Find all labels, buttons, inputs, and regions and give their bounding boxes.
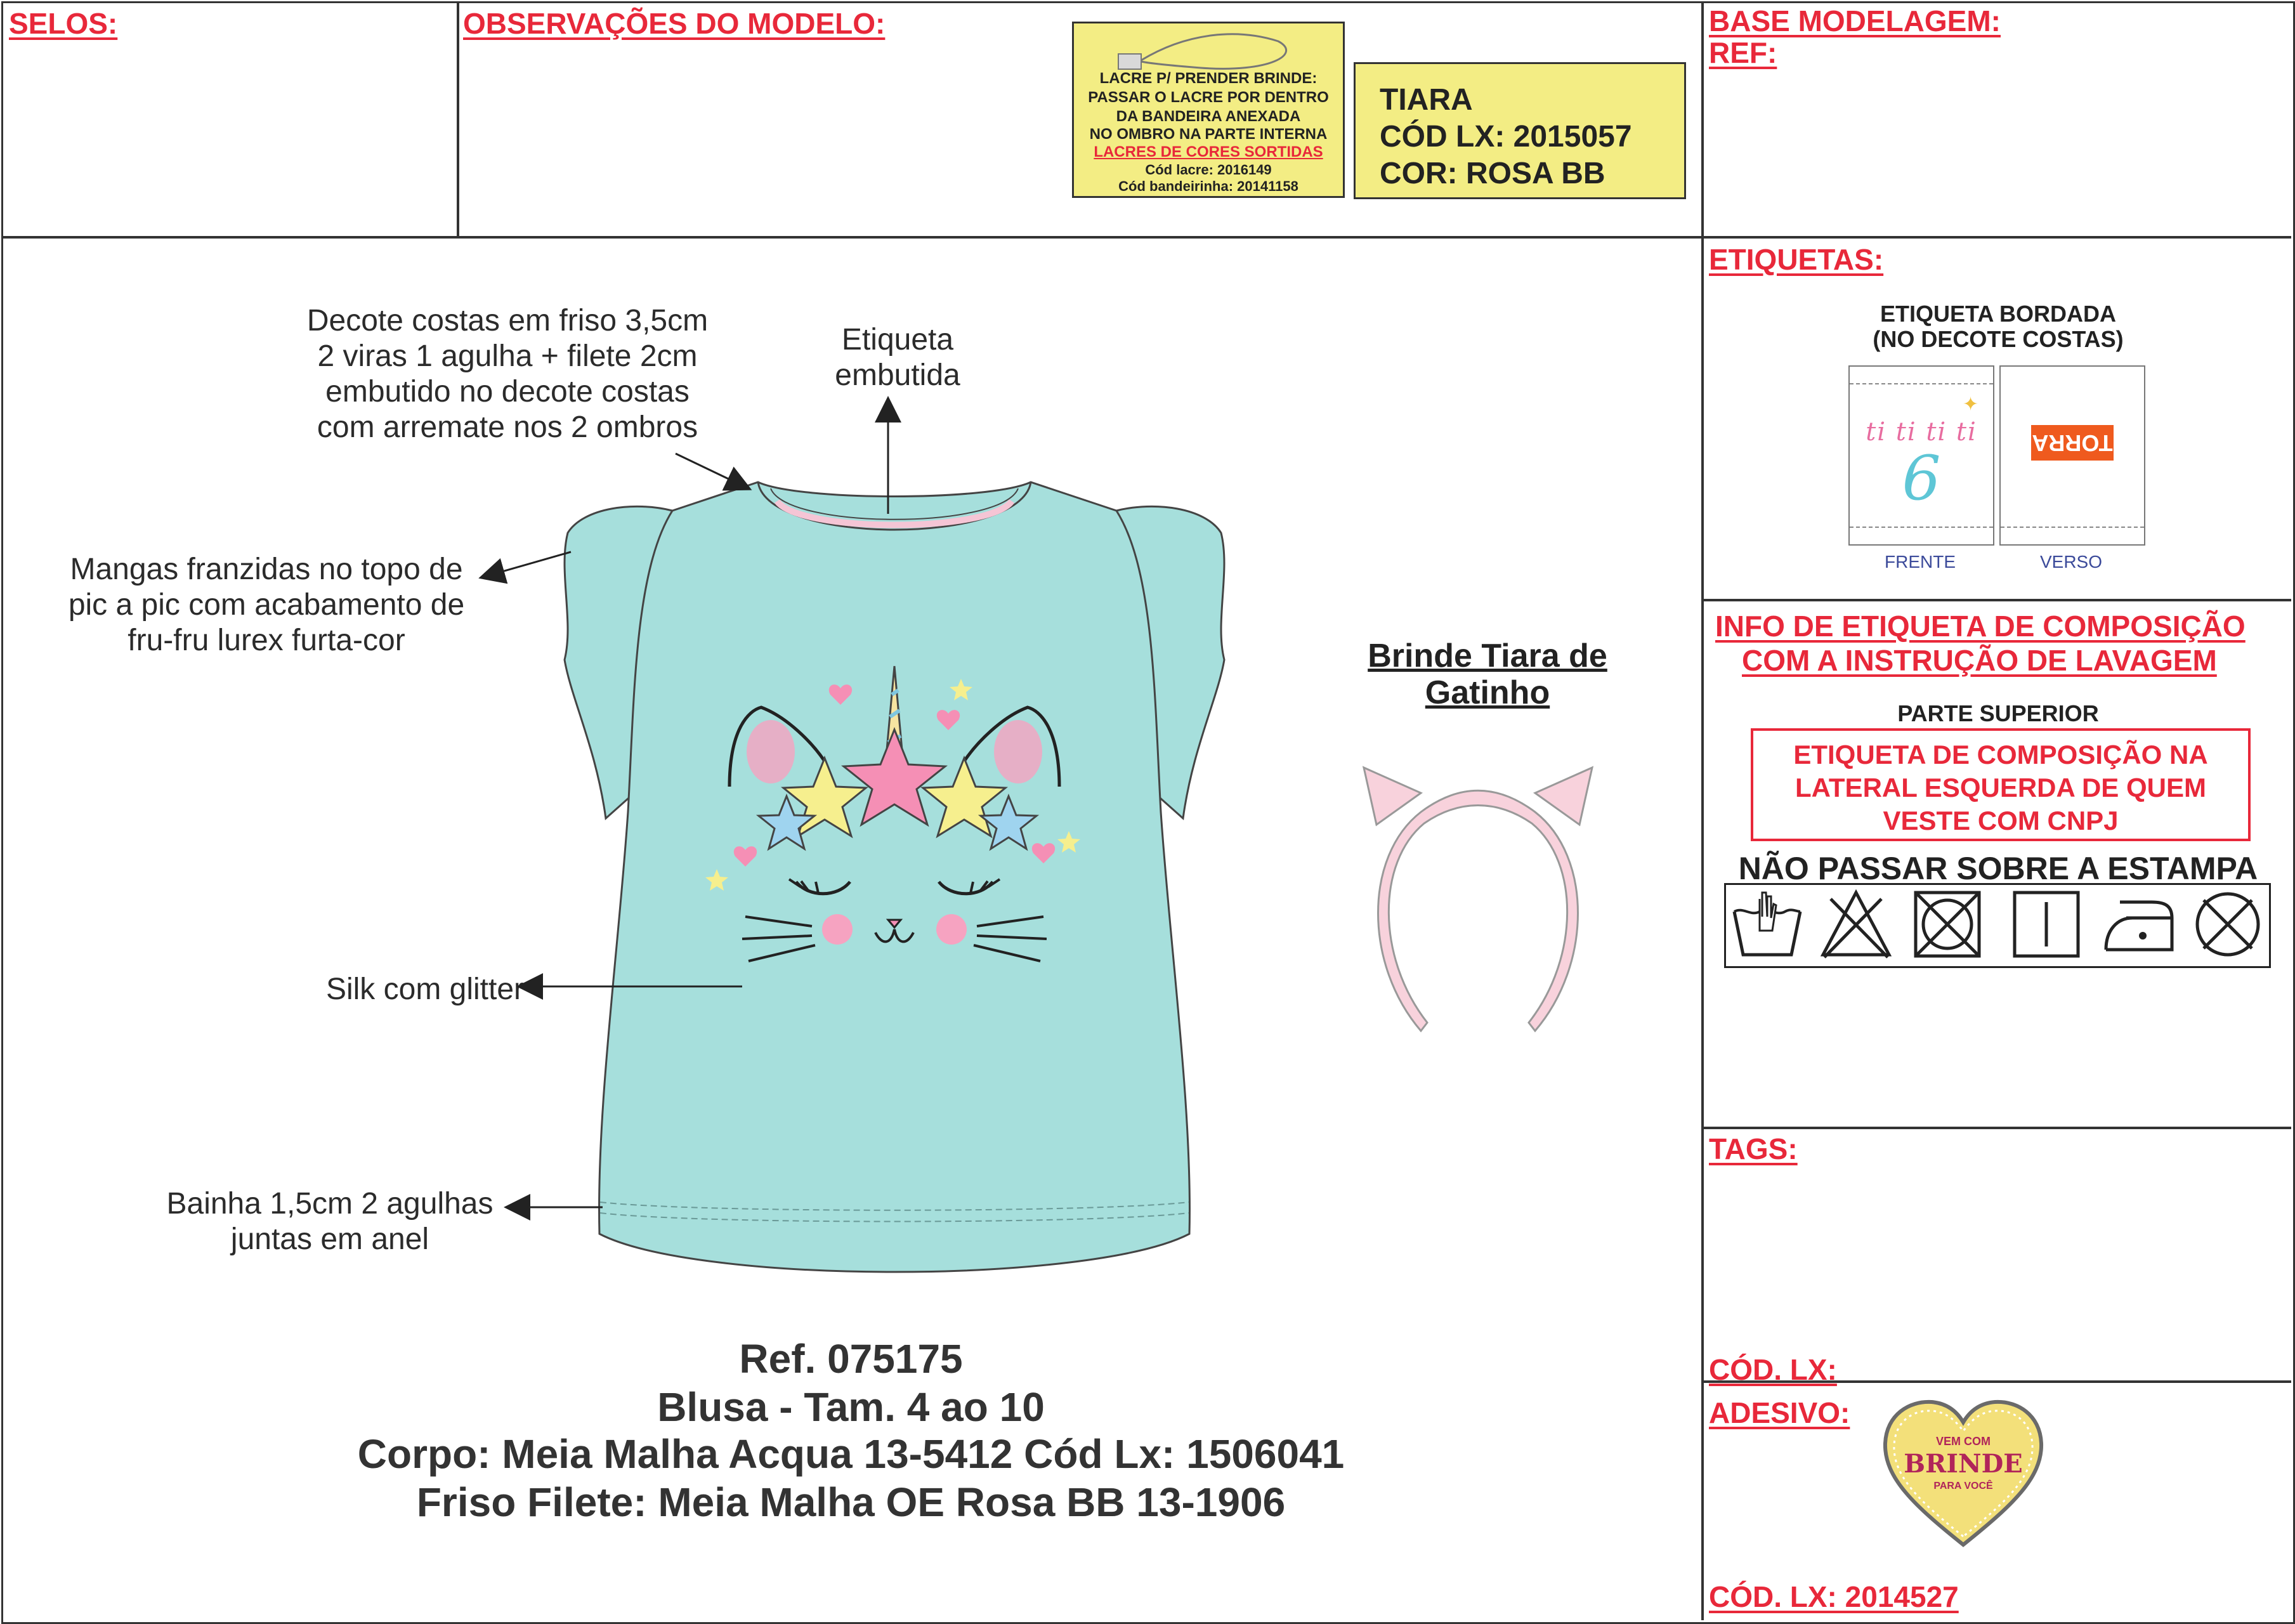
info-title-line1: INFO DE ETIQUETA DE COMPOSIÇÃO	[1715, 610, 2246, 643]
lacre-line2: PASSAR O LACRE POR DENTRO	[1088, 89, 1329, 106]
etiqueta-line2: embutida	[835, 358, 960, 392]
label-front	[1848, 365, 1994, 546]
label-front-brand: ti ti ti ti	[1866, 417, 1977, 447]
silk-annotation: Silk com glitter	[325, 972, 525, 1006]
no-tumble-dry-icon	[1909, 886, 1985, 962]
decote-arrow	[676, 454, 749, 488]
footer-ref: Ref. 075175	[739, 1336, 963, 1382]
footer-blusa: Blusa - Tam. 4 ao 10	[657, 1384, 1045, 1430]
tiara-line1: TIARA	[1380, 83, 1473, 117]
torra-logo	[2031, 425, 2114, 461]
decote-line1: Decote costas em friso 3,5cm	[306, 304, 709, 337]
hand-wash-icon	[1729, 886, 1805, 962]
label-front-caption: FRENTE	[1885, 552, 1956, 572]
mangas-line2: pic a pic com acabamento de	[68, 588, 465, 622]
composicao-box-line3: VESTE COM CNPJ	[1883, 806, 2119, 835]
line-dry-icon	[2008, 886, 2084, 962]
no-bleach-icon	[1818, 886, 1894, 962]
decote-line2: 2 viras 1 agulha + filete 2cm	[317, 339, 698, 373]
adesivo-title: ADESIVO:	[1709, 1396, 1850, 1429]
tiara-line2: CÓD LX: 2015057	[1380, 120, 1632, 154]
shirt-body	[599, 482, 1190, 1272]
mangas-arrow	[482, 552, 571, 577]
divider-right-3	[1701, 1127, 2291, 1129]
observacoes-title: OBSERVAÇÕES DO MODELO:	[463, 7, 886, 40]
bainha-line2: juntas em anel	[230, 1222, 429, 1256]
torra-logo-text: TORRA	[2032, 430, 2113, 456]
brinde-title	[1332, 638, 1643, 711]
cod-lx-adesivo: CÓD. LX: 2014527	[1709, 1580, 1959, 1613]
composicao-box	[1751, 728, 2251, 841]
lacre-line6: Cód lacre: 2016149	[1145, 162, 1272, 178]
divider-right-1	[1701, 236, 2291, 239]
footer-friso: Friso Filete: Meia Malha OE Rosa BB 13-1906	[416, 1479, 1286, 1525]
label-back-caption: VERSO	[2039, 552, 2103, 572]
selos-title: SELOS:	[9, 7, 118, 40]
sticker-line1: VEM COM	[1935, 1435, 1991, 1448]
tags-title: TAGS:	[1709, 1132, 1798, 1165]
sticker-line2: BRINDE	[1904, 1449, 2023, 1479]
etiquetas-title: ETIQUETAS:	[1709, 243, 1884, 276]
lacre-line3: DA BANDEIRA ANEXADA	[1116, 108, 1301, 125]
decote-line3: embutido no decote costas	[325, 375, 690, 409]
bainha-line1: Bainha 1,5cm 2 agulhas	[166, 1187, 494, 1221]
sparkle-icon: ✦	[1963, 394, 1979, 415]
decote-line4: com arremate nos 2 ombros	[317, 410, 698, 444]
estampa-warning: NÃO PASSAR SOBRE A ESTAMPA	[1738, 851, 2258, 886]
footer-corpo: Corpo: Meia Malha Acqua 13-5412 Cód Lx: 1506041	[357, 1431, 1345, 1477]
info-title-line2: COM A INSTRUÇÃO DE LAVAGEM	[1742, 644, 2217, 677]
brinde-line1: Brinde Tiara de	[1368, 638, 1607, 674]
tiara-headband	[1351, 755, 1605, 1040]
base-modelagem-title: BASE MODELAGEM:	[1709, 4, 2001, 37]
care-icons-frame	[1724, 883, 2271, 968]
mangas-line3: fru-fru lurex furta-cor	[128, 624, 405, 657]
mangas-line1: Mangas franzidas no topo de	[70, 553, 463, 586]
label-back	[1999, 365, 2145, 546]
etiqueta-bordada-line2: (NO DECOTE COSTAS)	[1873, 326, 2124, 352]
lacre-line5: LACRES DE CORES SORTIDAS	[1094, 143, 1323, 160]
no-dry-clean-icon	[2190, 886, 2266, 962]
lacre-line4: NO OMBRO NA PARTE INTERNA	[1089, 126, 1328, 143]
lacre-line1: LACRE P/ PRENDER BRINDE:	[1099, 70, 1318, 87]
divider-right-2	[1701, 599, 2291, 601]
ref-title: REF:	[1709, 36, 1777, 69]
parte-superior: PARTE SUPERIOR	[1897, 700, 2099, 726]
composicao-box-line1: ETIQUETA DE COMPOSIÇÃO NA	[1793, 740, 2208, 769]
composicao-box-line2: LATERAL ESQUERDA DE QUEM	[1795, 773, 2206, 802]
tiara-line3: COR: ROSA BB	[1380, 157, 1605, 190]
etiqueta-line1: Etiqueta	[841, 323, 954, 357]
lacre-line7: Cód bandeirinha: 20141158	[1118, 178, 1298, 194]
etiqueta-bordada-line1: ETIQUETA BORDADA	[1880, 301, 2116, 327]
iron-low-icon	[2101, 886, 2177, 962]
label-front-size: 6	[1902, 443, 1941, 514]
cod-lx-tags: CÓD. LX:	[1709, 1353, 1837, 1386]
sticker-line3: PARA VOCÊ	[1933, 1481, 1993, 1491]
brinde-line2: Gatinho	[1425, 674, 1550, 711]
